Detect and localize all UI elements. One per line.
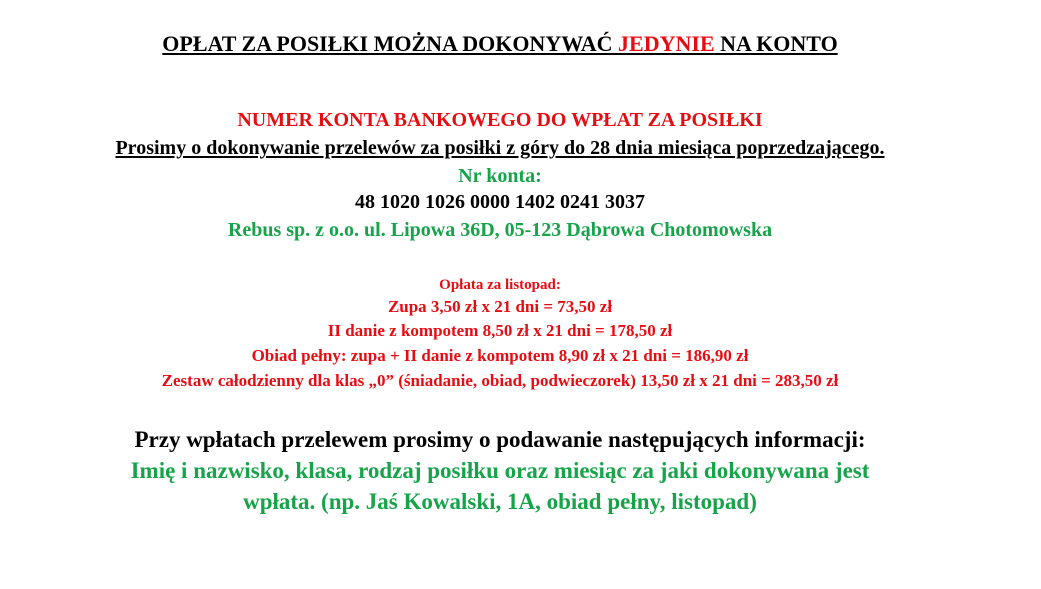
account-number: 48 1020 1026 0000 1402 0241 3037 <box>355 191 645 213</box>
fee-full-lunch: Obiad pełny: zupa + II danie z kompotem 8,90 zł x 21 dni = 186,90 zł <box>251 346 749 365</box>
account-number-label: Nr konta: <box>458 165 542 187</box>
payment-info-fields-line1: Imię i nazwisko, klasa, rodzaj posiłku oraz miesiąc za jaki dokonywana jest <box>130 458 870 483</box>
payment-info-fields-line2: wpłata. (np. Jaś Kowalski, 1A, obiad pełny, listopad) <box>243 489 757 514</box>
fees-title: Opłata za listopad: <box>439 277 561 293</box>
account-heading: NUMER KONTA BANKOWEGO DO WPŁAT ZA POSIŁKI <box>237 109 763 131</box>
transfer-note: Prosimy o dokonywanie przelewów za posiłki z góry do 28 dnia miesiąca poprzedzającego. <box>115 137 885 159</box>
heading-text-before: OPŁAT ZA POSIŁKI MOŻNA DOKONYWAĆ <box>162 31 619 56</box>
fee-full-day-set: Zestaw całodzienny dla klas „0” (śniadanie, obiad, podwieczorek) 13,50 zł x 21 dni = 283,50 zł <box>161 371 839 390</box>
fee-main-course: II danie z kompotem 8,50 zł x 21 dni = 178,50 zł <box>327 321 673 340</box>
company-address: Rebus sp. z o.o. ul. Lipowa 36D, 05-123 Dąbrowa Chotomowska <box>227 219 773 241</box>
page-heading <box>0 31 1000 57</box>
fee-soup: Zupa 3,50 zł x 21 dni = 73,50 zł <box>387 297 613 316</box>
heading-emphasis: JEDYNIE <box>618 31 715 56</box>
payment-info-request: Przy wpłatach przelewem prosimy o podawanie następujących informacji: <box>134 427 866 452</box>
heading-text-after: NA KONTO <box>714 31 838 56</box>
